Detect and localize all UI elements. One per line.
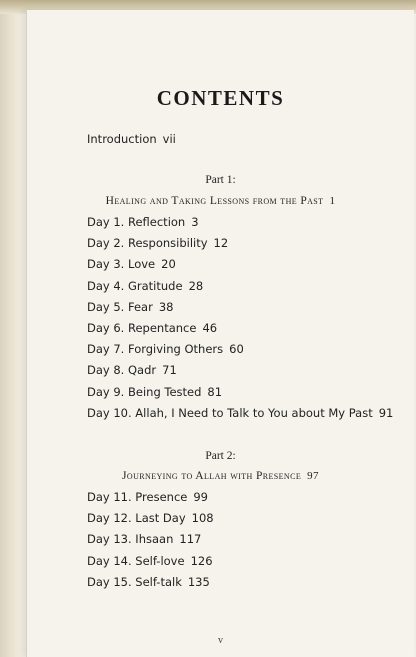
toc-entry-label: Introduction <box>87 132 157 146</box>
contents-page <box>26 10 414 657</box>
toc-entry <box>87 511 214 525</box>
part-1-title-text: Healing and Taking Lessons from the Past <box>105 195 324 207</box>
toc-entry <box>87 406 393 420</box>
toc-entry-page: 135 <box>187 574 210 589</box>
toc-entry-label: Day 2. Responsibility <box>87 236 208 251</box>
page-title: CONTENTS <box>156 86 285 110</box>
toc-entry-page: 71 <box>162 363 177 378</box>
toc-entry <box>87 321 217 335</box>
toc-entry-page: 81 <box>207 384 223 399</box>
toc-entry-page: 108 <box>191 511 214 526</box>
toc-entry-page: 28 <box>188 278 204 293</box>
page-number: v <box>218 635 223 646</box>
toc-entry <box>87 532 201 546</box>
toc-entry <box>87 257 176 271</box>
toc-entry-label: Day 11. Presence <box>87 490 188 504</box>
toc-entry-introduction <box>87 132 176 146</box>
toc-entry-label: Day 3. Love <box>87 257 156 272</box>
toc-entry <box>87 215 199 229</box>
toc-entry-label: Day 1. Reflection <box>87 215 186 229</box>
toc-entry <box>87 385 222 399</box>
part-2-label: Part 2: <box>205 450 236 462</box>
toc-entry-label: Day 13. Ihsaan <box>87 532 174 547</box>
part-1-page: 1 <box>329 195 336 207</box>
toc-entry <box>87 342 244 356</box>
toc-entry-label: Day 12. Last Day <box>87 511 186 526</box>
toc-entry-label: Day 9. Being Tested <box>87 384 202 399</box>
toc-entry-page: 91 <box>378 405 394 420</box>
toc-entry-label: Day 14. Self-love <box>87 553 185 568</box>
part-2-title-text: Journeying to Allah with Presence <box>122 470 302 482</box>
part-1-title <box>27 195 414 207</box>
toc-entry <box>87 236 228 250</box>
toc-entry-label: Day 5. Fear <box>87 299 153 314</box>
toc-entry-label: Day 7. Forgiving Others <box>87 342 224 357</box>
part-2-title <box>27 470 414 482</box>
toc-entry-label: Day 6. Repentance <box>87 321 197 335</box>
toc-entry <box>87 300 173 314</box>
toc-entry-page: 126 <box>190 553 213 568</box>
toc-entry-label: Day 10. Allah, I Need to Talk to You about My Past <box>87 405 373 420</box>
toc-entry <box>87 279 203 293</box>
toc-entry-page: 20 <box>161 257 176 272</box>
toc-entry-page: vii <box>162 132 176 146</box>
toc-entry-page: 117 <box>179 532 202 547</box>
toc-entry-label: Day 15. Self-talk <box>87 574 182 589</box>
toc-entry <box>87 554 213 568</box>
part-2-page: 97 <box>307 470 319 482</box>
part-1-label: Part 1: <box>205 174 236 186</box>
toc-entry <box>87 490 208 504</box>
toc-entry <box>87 363 177 377</box>
toc-entry-page: 38 <box>158 299 174 314</box>
toc-entry <box>87 575 210 589</box>
toc-entry-page: 12 <box>213 236 229 251</box>
toc-entry-label: Day 8. Qadr <box>87 363 157 378</box>
toc-entry-page: 60 <box>229 342 244 357</box>
toc-entry-label: Day 4. Gratitude <box>87 278 183 293</box>
toc-entry-page: 3 <box>191 215 199 229</box>
toc-entry-page: 46 <box>202 321 218 335</box>
toc-entry-page: 99 <box>193 490 208 504</box>
